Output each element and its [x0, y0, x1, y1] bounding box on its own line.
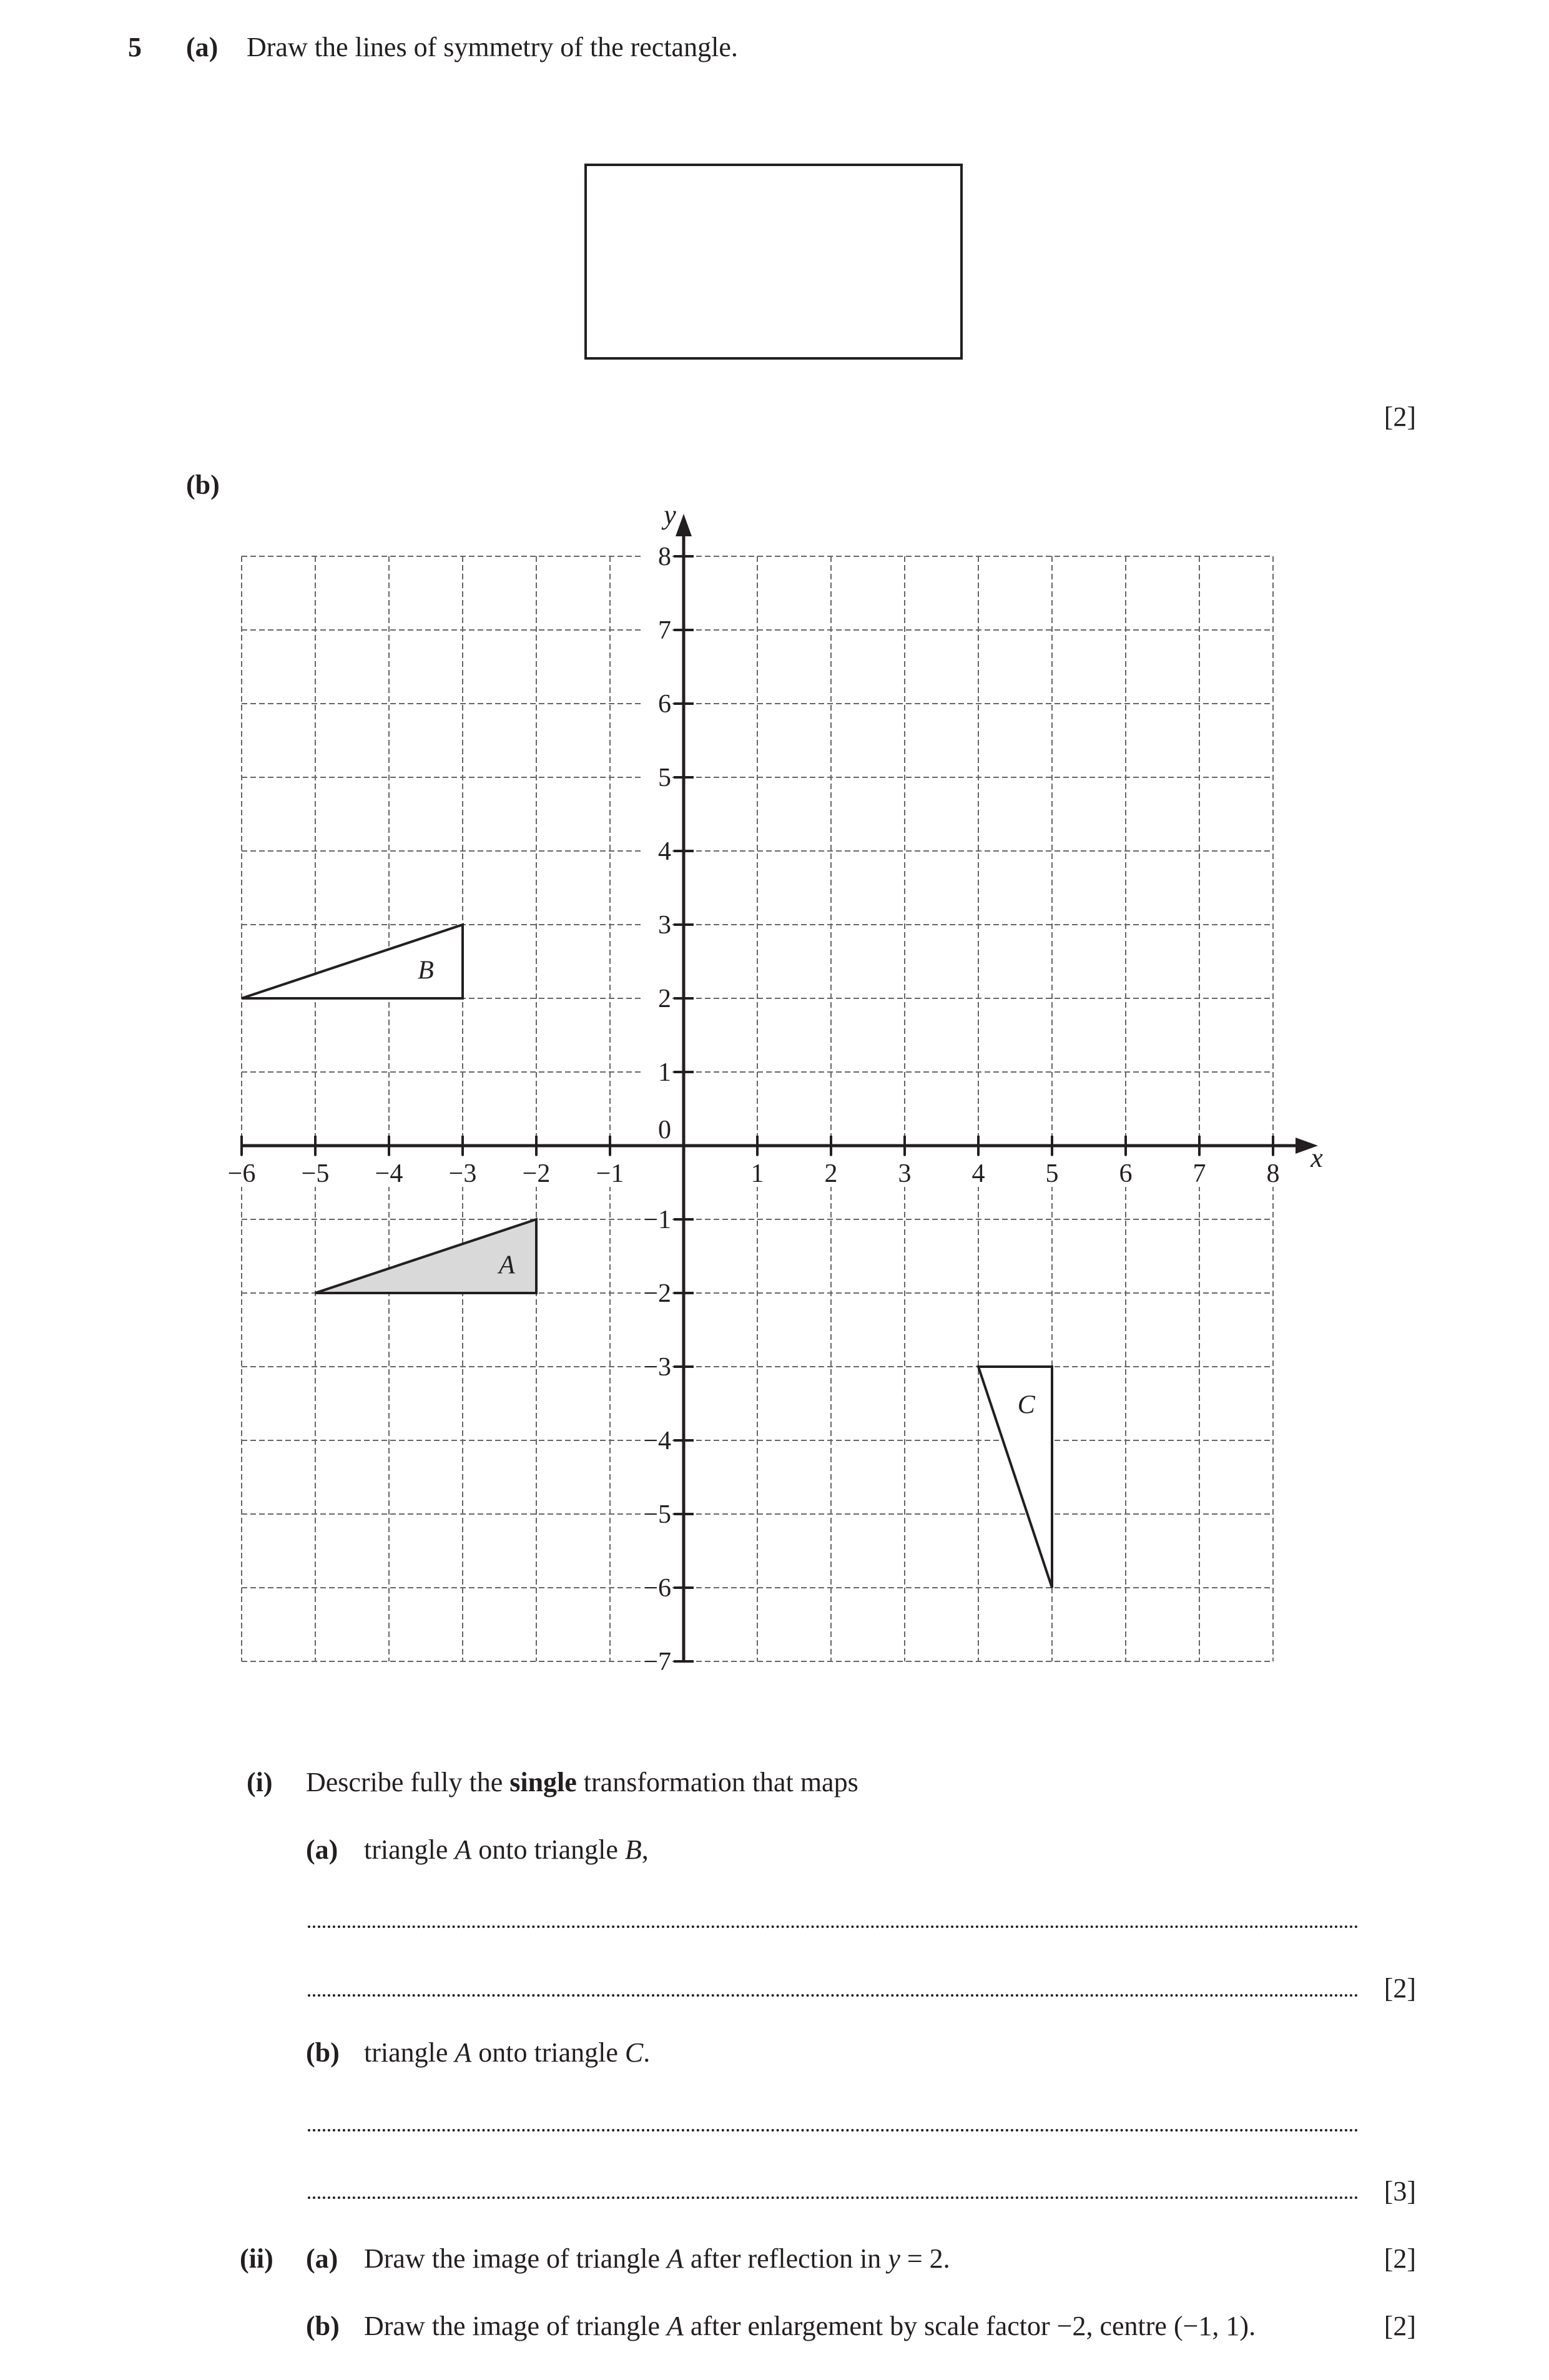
part-i-label: (i) — [247, 1767, 273, 1797]
y-tick-label: 8 — [658, 543, 671, 571]
part-ii-a-text-y: y — [888, 2243, 900, 2274]
part-i-a-text-2: onto triangle — [471, 1834, 625, 1865]
x-tick-label: 5 — [1045, 1159, 1059, 1188]
part-i-text-bold: single — [509, 1767, 577, 1797]
triangle-label-B: B — [418, 956, 434, 985]
x-tick-label: −4 — [375, 1159, 403, 1188]
part-i-b-marks: [3] — [1384, 2176, 1416, 2206]
part-i-b-label: (b) — [306, 2037, 340, 2068]
part-i-b-text-1: triangle — [364, 2037, 455, 2068]
part-ii-a-text-2: after reflection in — [683, 2243, 888, 2274]
part-ii-a-marks: [2] — [1384, 2243, 1416, 2274]
part-ii-b-marks: [2] — [1384, 2311, 1416, 2341]
part-ii-b-text-2: after enlargement by scale factor −2, centre (−1, 1). — [683, 2311, 1256, 2341]
y-tick-label: 2 — [658, 985, 671, 1013]
part-i-text-post: transformation that maps — [576, 1767, 858, 1797]
triangle-C — [978, 1367, 1052, 1588]
x-tick-label: −1 — [596, 1159, 624, 1188]
axes — [242, 514, 1318, 1661]
y-tick-label: −3 — [643, 1353, 671, 1382]
part-ii-a-text — [364, 2245, 950, 2273]
y-tick-label: 6 — [658, 690, 671, 719]
part-i-b-text-A: A — [455, 2037, 472, 2068]
x-tick-label: −6 — [227, 1159, 256, 1188]
part-ii-b-label: (b) — [306, 2311, 340, 2341]
answer-line-i-b-1[interactable] — [308, 2129, 1359, 2132]
grid-lines — [242, 556, 1273, 1661]
y-tick-label: −7 — [643, 1648, 671, 1676]
part-i-a-text-B: B — [624, 1834, 642, 1865]
y-tick-label: 5 — [658, 764, 671, 792]
part-a-label: (a) — [186, 32, 219, 62]
x-tick-label: 3 — [898, 1159, 912, 1188]
x-tick-label: 4 — [971, 1159, 985, 1188]
part-ii-a-text-1: Draw the image of triangle — [364, 2243, 667, 2274]
triangles — [242, 925, 1052, 1588]
x-axis-label: x — [1311, 1143, 1323, 1173]
question-number: 5 — [128, 32, 142, 62]
part-ii-b-text-1: Draw the image of triangle — [364, 2311, 667, 2341]
part-ii-b-text-A: A — [667, 2311, 684, 2341]
part-i-b-text-3: . — [643, 2037, 651, 2068]
y-tick-label: −6 — [643, 1574, 671, 1603]
part-i-text-pre: Describe fully the — [306, 1767, 510, 1797]
part-a-text: Draw the lines of symmetry of the rectangle. — [247, 32, 738, 62]
part-i-a-text-A: A — [455, 1834, 472, 1865]
part-ii-a-label: (a) — [306, 2243, 338, 2274]
answer-line-i-b-2[interactable] — [308, 2196, 1359, 2199]
y-axis-label: y — [664, 499, 676, 530]
part-ii-a-text-3: = 2. — [900, 2243, 950, 2274]
part-i-b-text-2: onto triangle — [471, 2037, 625, 2068]
y-tick-label: 7 — [658, 616, 671, 645]
part-i-b-text-C: C — [624, 2037, 644, 2068]
part-i-a-marks: [2] — [1384, 1973, 1416, 2004]
part-ii-a-text-A: A — [667, 2243, 684, 2274]
part-ii-b-text — [364, 2313, 1256, 2340]
part-i-a-text-3: , — [641, 1834, 649, 1865]
y-tick-label: −2 — [643, 1279, 671, 1308]
x-tick-label: 6 — [1119, 1159, 1133, 1188]
part-a-marks: [2] — [1384, 401, 1416, 432]
origin-label: 0 — [658, 1116, 671, 1144]
y-tick-label: 4 — [658, 837, 671, 866]
y-tick-label: 3 — [658, 911, 671, 940]
part-i-a-text — [364, 1836, 649, 1864]
x-tick-label: 1 — [750, 1159, 764, 1188]
part-b-label: (b) — [186, 470, 220, 500]
part-i-b-text — [364, 2039, 650, 2067]
answer-line-i-a-2[interactable] — [308, 1994, 1359, 1997]
x-tick-label: 8 — [1266, 1159, 1280, 1188]
y-tick-label: 1 — [658, 1058, 671, 1087]
triangle-label-C: C — [1017, 1390, 1035, 1420]
part-i-a-text-1: triangle — [364, 1834, 455, 1865]
part-ii-label: (ii) — [240, 2243, 273, 2274]
x-tick-label: −3 — [448, 1159, 477, 1188]
y-tick-label: −5 — [643, 1500, 671, 1529]
x-tick-label: −2 — [522, 1159, 551, 1188]
x-tick-label: 7 — [1192, 1159, 1206, 1188]
triangle-label-A: A — [498, 1251, 515, 1280]
y-tick-label: −4 — [643, 1427, 671, 1455]
part-i-text — [306, 1769, 858, 1796]
part-i-a-label: (a) — [306, 1834, 338, 1865]
tick-labels — [223, 499, 1323, 1676]
answer-line-i-a-1[interactable] — [308, 1925, 1359, 1928]
y-axis-arrow — [676, 514, 692, 536]
y-tick-label: −1 — [643, 1206, 671, 1234]
x-tick-label: 2 — [824, 1159, 838, 1188]
x-tick-label: −5 — [301, 1159, 330, 1188]
